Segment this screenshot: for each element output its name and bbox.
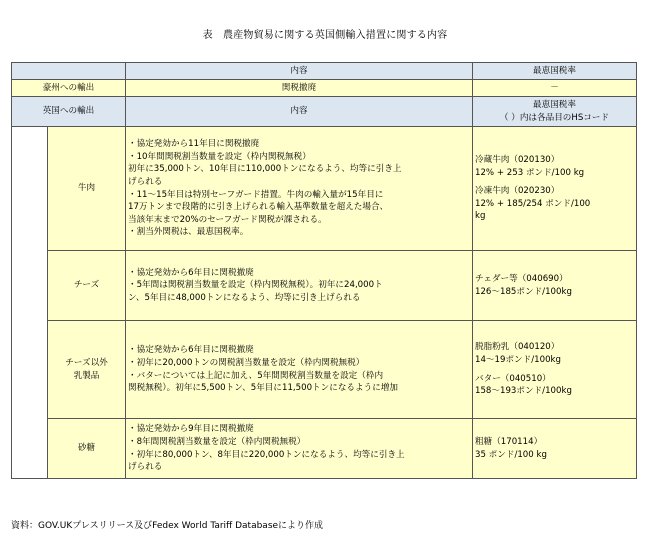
uk-label: 英国への輸出	[12, 97, 126, 127]
content-line: ・バターについては上記に加え、5年間関税割当数量を設定（枠内	[128, 370, 384, 381]
rate-line: 脱脂粉乳（040120）	[475, 342, 560, 353]
product-name-line: 牛肉	[77, 183, 96, 194]
content-line: 初年に35,000トン、10年目に110,000トンになるよう、均等に引き上	[128, 164, 402, 175]
uk-header-row	[12, 97, 637, 127]
rate-line: バター（040510）	[475, 373, 551, 384]
uk-rate-header	[473, 97, 637, 127]
australia-label: 豪州への輸出	[12, 80, 126, 97]
content-line: ・協定発効から9年目に関税撤廃	[128, 424, 254, 435]
uk-rate-header-line1: 最恵国税率	[533, 99, 576, 110]
table-body	[12, 63, 637, 479]
product-row	[12, 419, 637, 479]
content-line: げられる	[128, 176, 163, 187]
content-line: ・10年間関税割当数量を設定（枠内関税無税）	[128, 151, 311, 162]
rate-line: チェダー等（040690）	[475, 273, 568, 284]
product-row	[12, 251, 637, 321]
content-line: ・割当外関税は、最恵国税率。	[128, 227, 249, 238]
content-line: ・協定発効から6年目に関税撤廃	[128, 267, 254, 278]
content-line: ・11～15年目は特別セーフガード措置。牛肉の輸入量が15年目に	[128, 189, 384, 200]
product-rates	[473, 127, 637, 251]
content-line: ・協定発効から11年目に関税撤廃	[128, 139, 260, 150]
rate-line: 粗糖（170114）	[475, 436, 543, 447]
content-line: 17万トンまで段階的に引き上げられる輸入基準数量を超えた場合、	[128, 202, 389, 213]
product-rates	[473, 251, 637, 321]
australia-rate: －	[473, 80, 637, 97]
australia-content: 関税撤廃	[126, 80, 473, 97]
indent-gutter	[12, 127, 48, 479]
product-content	[126, 251, 473, 321]
rate-line: 12% + 253 ポンド/100 kg	[475, 167, 585, 178]
product-name-line: チーズ	[73, 280, 100, 291]
product-name	[48, 321, 126, 419]
header-rate: 最恵国税率	[473, 63, 637, 80]
product-name	[48, 251, 126, 321]
product-rates	[473, 419, 637, 479]
australia-row	[12, 80, 637, 97]
header-blank	[12, 63, 126, 80]
product-content	[126, 419, 473, 479]
product-content	[126, 321, 473, 419]
content-line: 関税無税）。初年に5,500トン、5年目に11,500トンになるように増加	[128, 383, 398, 394]
product-name-line: 砂糖	[77, 443, 96, 454]
product-content	[126, 127, 473, 251]
source-note: 資料：GOV.UKプレスリリース及びFedex World Tariff Databaseにより作成	[11, 521, 324, 531]
rate-line: 35 ポンド/100 kg	[475, 449, 547, 460]
content-line: ・初年に20,000トンの関税割当数量を設定（枠内関税無税）	[128, 357, 365, 368]
product-row	[12, 127, 637, 251]
product-name-line: 乳製品	[73, 370, 100, 381]
header-row	[12, 63, 637, 80]
rate-line: 126～185ポンド/100kg	[475, 286, 572, 297]
content-line: ・協定発効から6年目に関税撤廃	[128, 345, 254, 356]
rate-line: 冷凍牛肉（020230）	[475, 186, 560, 197]
content-line: ン、5年目に48,000トンになるよう、均等に引き上げられる	[128, 292, 361, 303]
product-row	[12, 321, 637, 419]
content-line: げられる	[128, 462, 163, 473]
rate-line: 12% + 185/254 ポンド/100	[475, 198, 591, 209]
content-line: ・8年間関税割当数量を設定（枠内関税無税）	[128, 436, 306, 447]
tariff-table	[11, 62, 637, 479]
product-name	[48, 419, 126, 479]
content-line: ・初年に80,000トン、8年目に220,000トンになるよう、均等に引き上	[128, 449, 405, 460]
rate-line: 冷蔵牛肉（020130）	[475, 155, 560, 166]
uk-content-header: 内容	[126, 97, 473, 127]
content-line: 当該年末まで20%のセーフガード関税が課される。	[128, 214, 327, 225]
header-content: 内容	[126, 63, 473, 80]
product-name	[48, 127, 126, 251]
rate-line: 14～19ポンド/100kg	[475, 354, 561, 365]
product-name-line: チーズ以外	[65, 357, 108, 368]
rate-line: 158～193ポンド/100kg	[475, 386, 572, 397]
rate-line: kg	[475, 211, 486, 222]
uk-rate-header-line2: （ ）内は各品目のHSコード	[499, 112, 610, 123]
content-line: ・5年間は関税割当数量を設定（枠内関税無税）。初年に24,000ト	[128, 280, 383, 291]
product-rates	[473, 321, 637, 419]
table-title: 表 農産物貿易に関する英国側輸入措置に関する内容	[202, 30, 448, 41]
